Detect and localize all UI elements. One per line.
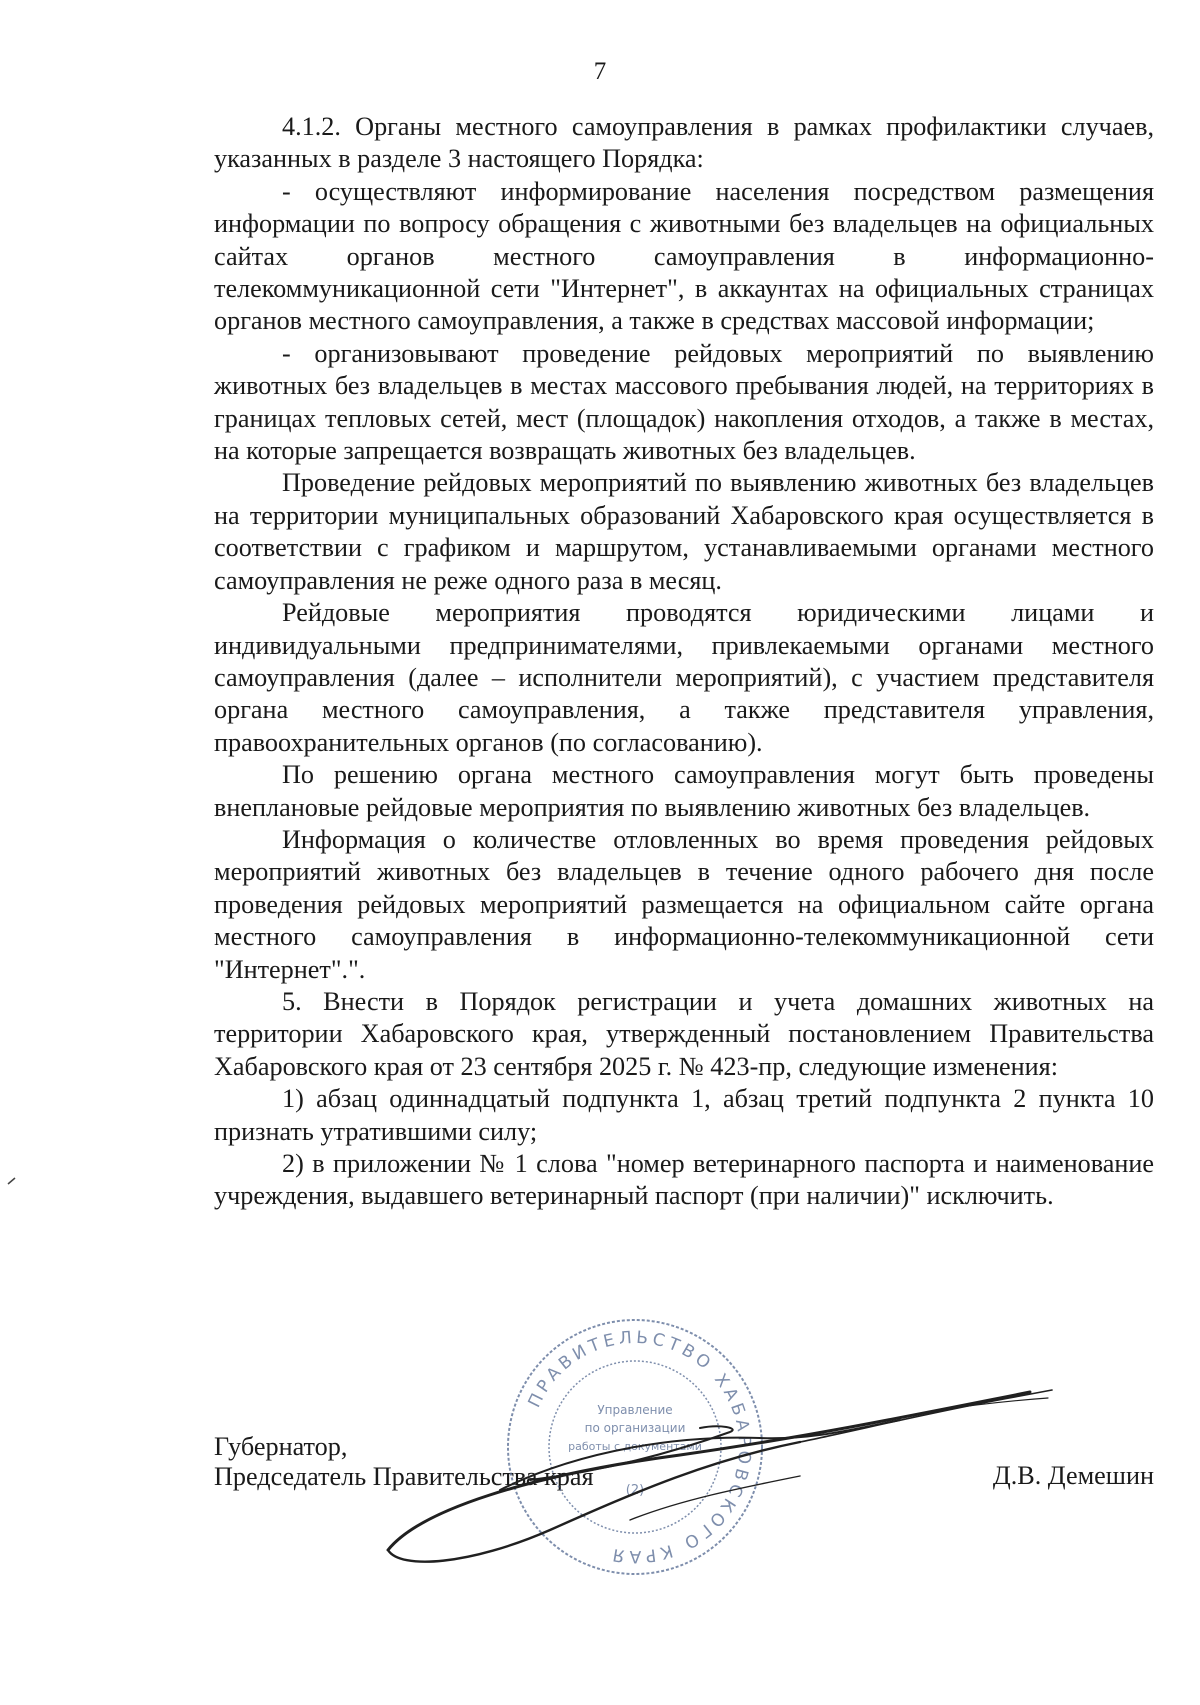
- paragraph-raids-schedule: Проведение рейдовых мероприятий по выявлению животных без владельцев на территории муниципальных образований Хабаровского края осуществляется в соответствии с графиком и маршрутом, устанавливаемыми органами местного самоуправления не реже одного раза в месяц.: [214, 468, 1154, 595]
- stamp-inner-line3: работы с документами: [568, 1440, 702, 1453]
- paragraph-5-amendments: 5. Внести в Порядок регистрации и учета домашних животных на территории Хабаровского края, утвержденный постановлением Правительства Хабаровского края от 23 сентября 2025 г. № 423-пр, следующие изменения:: [214, 986, 1154, 1081]
- stamp-inner-line1: Управление: [597, 1403, 673, 1417]
- paragraph-5-item-2: 2) в приложении № 1 слова "номер ветеринарного паспорта и наименование учреждения, выдавшего ветеринарный паспорт (при наличии)" исключить.: [214, 1149, 1154, 1211]
- paragraph-informing: - осуществляют информирование населения посредством размещения информации по вопросу обращения с животными без владельцев на официальных сайтах органов местного самоуправления в информационно-телекоммуникационной сети "Интернет", в аккаунтах на официальных страницах органов местного самоуправления, а также в средствах массовой информации;: [214, 176, 1154, 336]
- stamp-inner-line2: по организации: [584, 1421, 686, 1435]
- paragraph-4-1-2: 4.1.2. Органы местного самоуправления в рамках профилактики случаев, указанных в разделе 3 настоящего Порядка:: [214, 112, 1154, 174]
- stamp-inner-line4: (2): [625, 1483, 645, 1498]
- signatory-title-line1: Губернатор,: [214, 1432, 348, 1461]
- paragraph-raids-organize: - организовывают проведение рейдовых мероприятий по выявлению животных без владельцев в местах массового пребывания людей, на территориях в границах тепловых сетей, мест (площадок) накопления отходов, а также в местах, на которые запрещается возвращать животных без владельцев.: [214, 338, 1154, 466]
- handwritten-signature: [380, 1380, 1060, 1580]
- signatory-name: Д.В. Демешин: [992, 1461, 1154, 1490]
- paragraph-unscheduled-raids: По решению органа местного самоуправления могут быть проведены внеплановые рейдовые мероприятия по выявлению животных без владельцев.: [214, 760, 1154, 822]
- page-number: 7: [593, 58, 607, 85]
- stamp-ring-text: ПРАВИТЕЛЬСТВО ХАБАРОВСКОГО КРАЯ: [524, 1327, 755, 1567]
- paragraph-5-item-1: 1) абзац одиннадцатый подпункта 1, абзац третий подпункта 2 пункта 10 признать утратившими силу;: [214, 1084, 1154, 1146]
- paragraph-raids-performers: Рейдовые мероприятия проводятся юридическими лицами и индивидуальными предпринимателями, привлекаемыми органами местного самоуправления (далее – исполнители мероприятий), с участием представителя органа местного самоуправления, а также представителя управления, правоохранительных органов (по согласованию).: [214, 598, 1154, 757]
- signatory-title-line2: Председатель Правительства края: [214, 1462, 594, 1491]
- paragraph-information-publication: Информация о количестве отловленных во время проведения рейдовых мероприятий животных без владельцев в течение одного рабочего дня после проведения рейдовых мероприятий размещается на официальном сайте органа местного самоуправления в информационно-телекоммуникационной сети "Интернет".".: [214, 824, 1154, 984]
